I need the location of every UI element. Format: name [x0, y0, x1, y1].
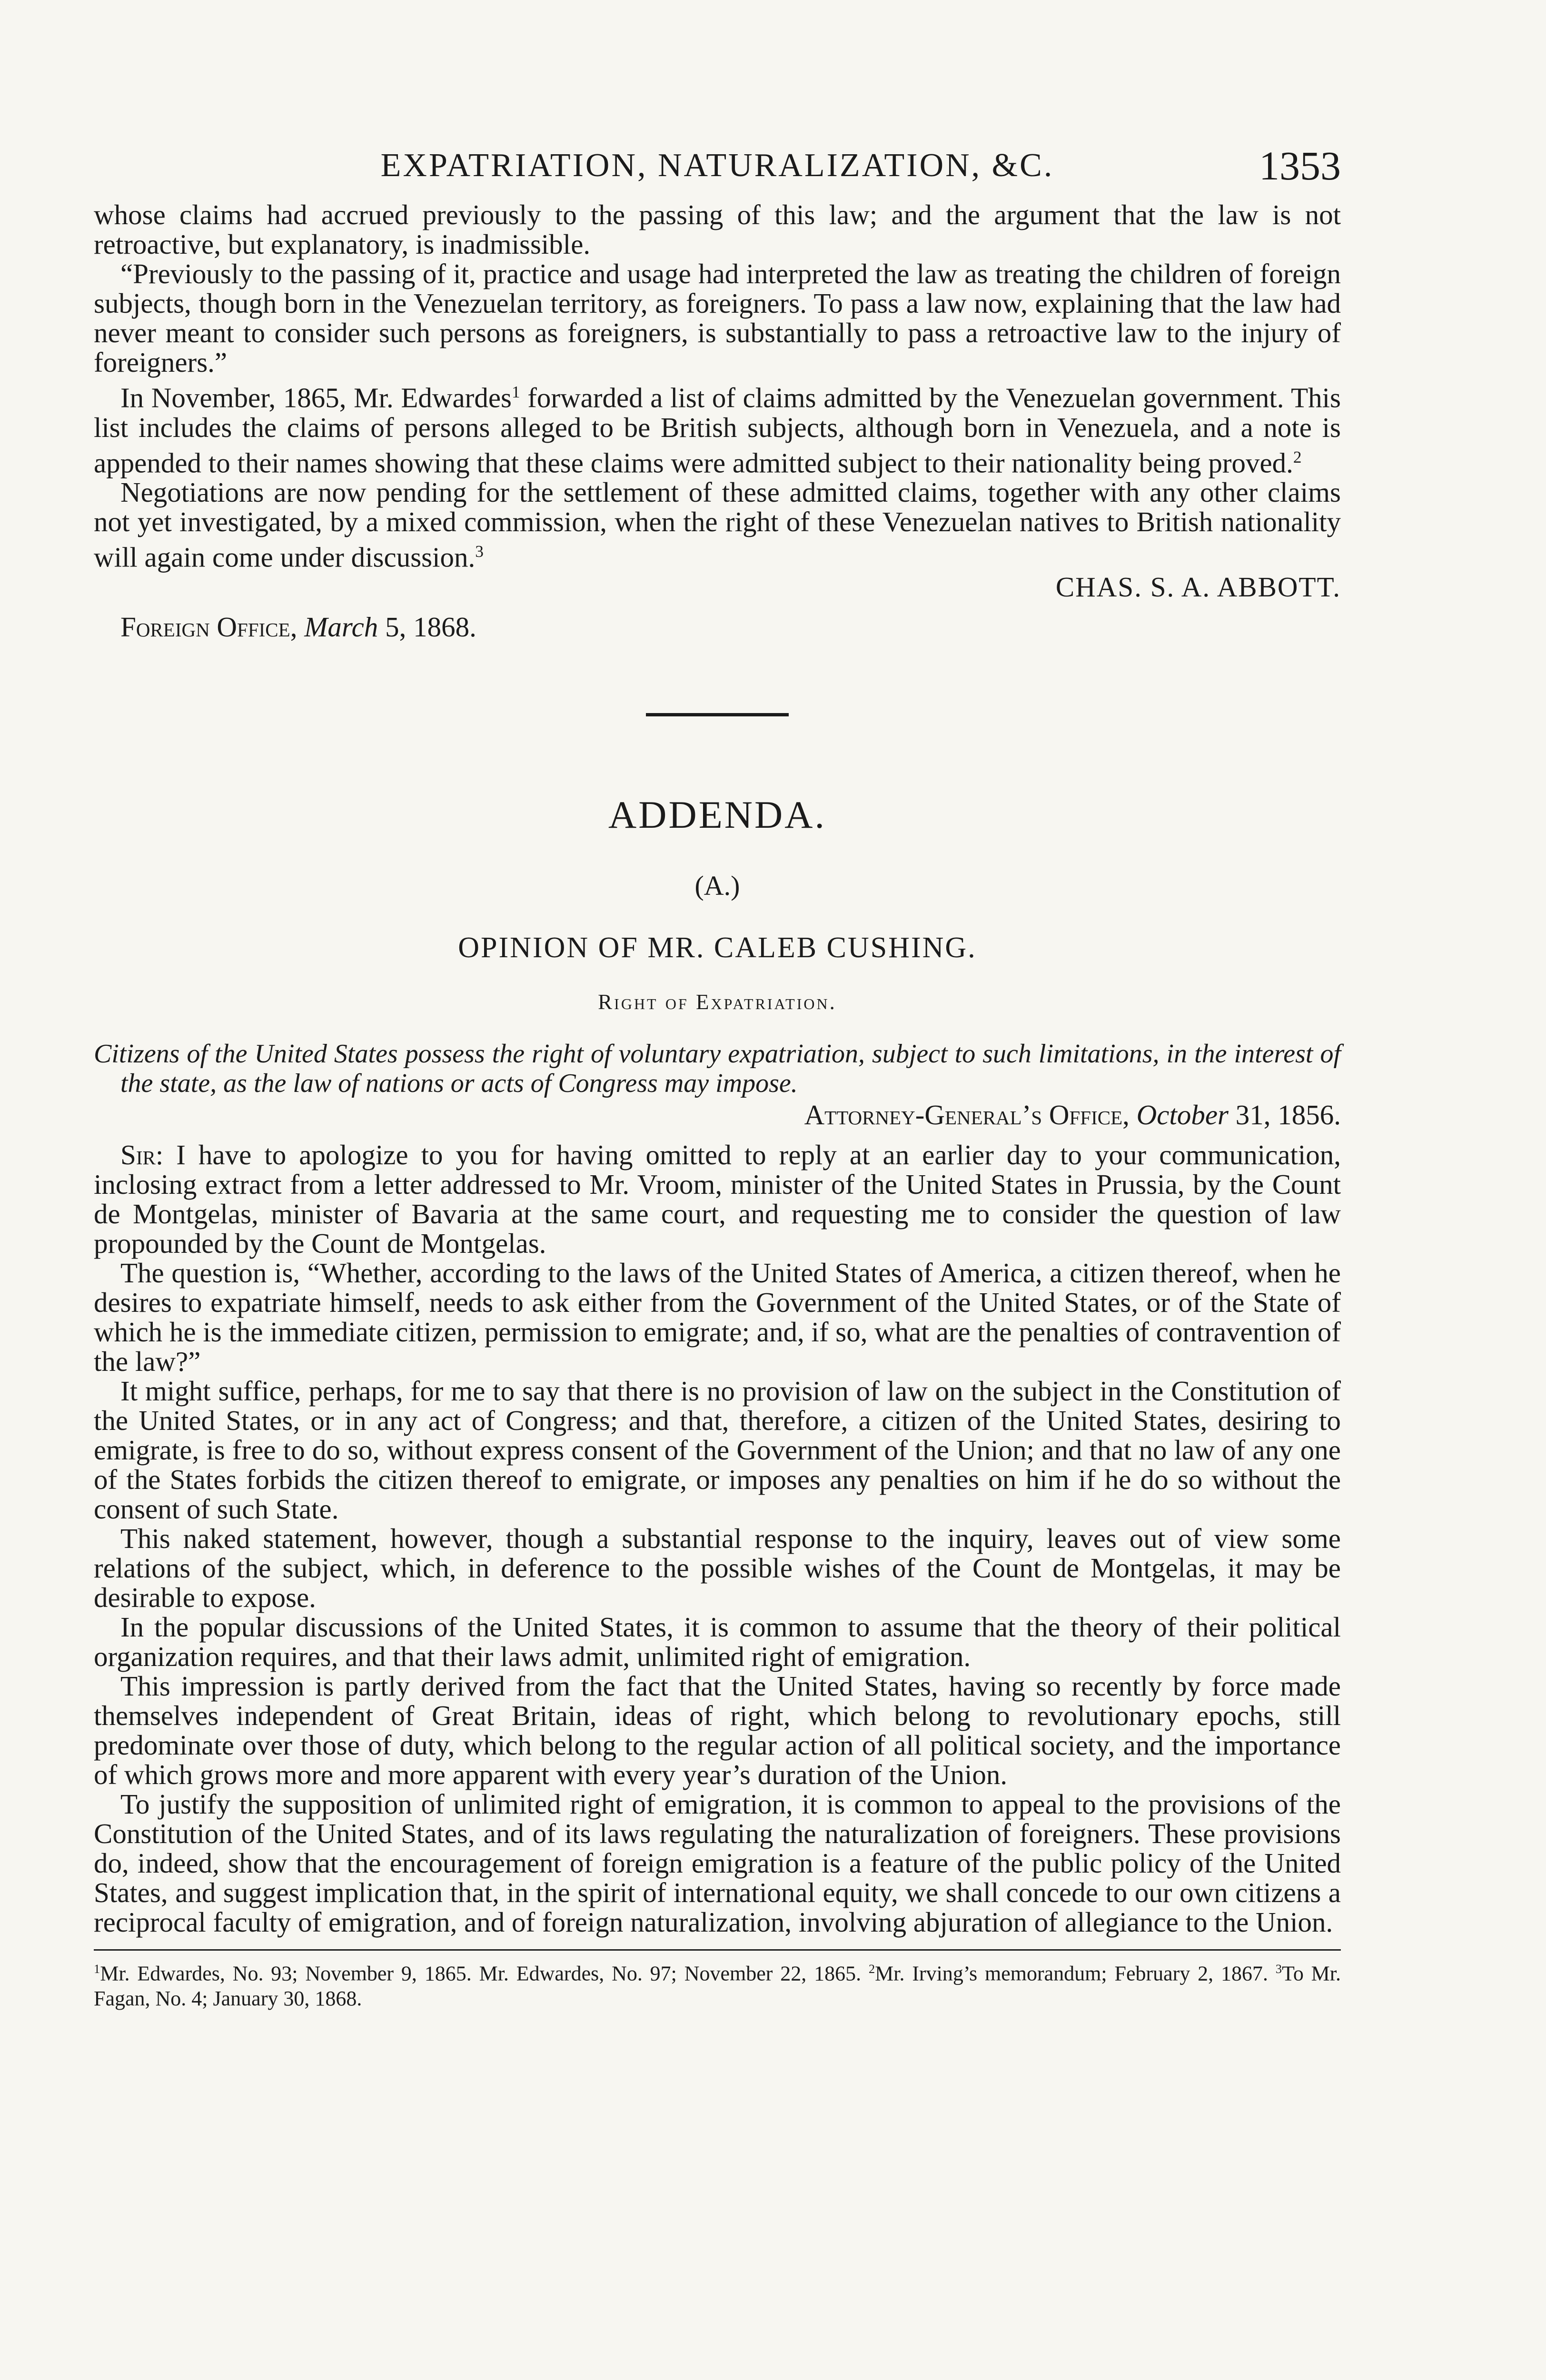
addenda-subheading: (A.): [694, 870, 740, 901]
quoted-paragraph: “Previously to the passing of it, practice and usage had interpreted the law as treating the children of foreign subjects, though born in the Venezuelan territory, as foreigners. To pass a law now, explaining that the law had never meant to consider such persons as foreigners, is substantially to pass a retroactive law to the injury of foreigners.”: [94, 258, 1341, 378]
body-paragraph-1-text: I have to apologize to you for having omitted to reply at an earlier day to your communication, inclosing extract from a letter addressed to Mr. Vroom, minister of the United States in Prussia, by the Count de Montgelas, minister of Bavaria at the same court, and requesting me to consider the question of law propounded by the Count de Montgelas.: [94, 1139, 1341, 1259]
opinion-title: OPINION OF MR. CALEB CUSHING.: [458, 931, 977, 964]
footnotes: [94, 1956, 1341, 2011]
running-head: [94, 133, 1341, 200]
dateline-month: October: [1136, 1099, 1229, 1130]
dateline: [94, 1100, 1341, 1130]
footnote-2: Mr. Irving’s memorandum; February 2, 1867.: [875, 1962, 1268, 1985]
body-paragraph-2: The question is, “Whether, according to the laws of the United States of America, a citizen thereof, when he desires to expatriate himself, needs to ask either from the Government of the United States, or of the State of which he is the immediate citizen, permission to emigrate; and, if so, what are the penalties of contravention of the law?”: [94, 1257, 1341, 1377]
body-paragraph-7: To justify the supposition of unlimited right of emigration, it is common to appeal to the provisions of the Constitution of the United States, and of its laws regulating the naturalization of foreigners. These provisions do, indeed, show that the encouragement of foreign emigration is a feature of the public policy of the United States, and suggest implication that, in the spirit of international equity, we shall concede to our own citizens a reciprocal faculty of emigration, and of foreign naturalization, involving abjuration of allegiance to the Union.: [94, 1788, 1341, 1938]
footnote-ref-2: 2: [1293, 447, 1302, 466]
body-paragraph-1: [94, 1140, 1341, 1258]
dateline-rest: 31, 1856.: [1229, 1099, 1341, 1130]
footnote-rule: [94, 1949, 1341, 1951]
office-name: Foreign Office,: [120, 611, 297, 643]
section-divider: [646, 713, 789, 716]
signature: CHAS. S. A. ABBOTT.: [1055, 571, 1341, 603]
body-paragraph-3: It might suffice, perhaps, for me to say that there is no provision of law on the subject in the Constitution of the United States, or in any act of Congress; and that, therefore, a citizen of the United States, desiring to emigrate, is free to do so, without express consent of the Government of the Union; and that no law of any one of the States forbids the citizen thereof to emigrate, or imposes any penalties on him if he do so without the consent of such State.: [94, 1375, 1341, 1525]
date-month: March: [304, 611, 378, 643]
section-title: Right of Expatriation.: [598, 990, 837, 1014]
running-title: EXPATRIATION, NATURALIZATION, &C.: [380, 147, 1054, 184]
footnote-mark-2: 2: [868, 1961, 875, 1976]
date-rest: 5, 1868.: [378, 611, 476, 643]
body-paragraph-5: In the popular discussions of the United States, it is common to assume that the theory of their political organization requires, and that their laws admit, unlimited right of emigration.: [94, 1611, 1341, 1672]
footnote-mark-3: 3: [1275, 1961, 1282, 1976]
footnote-mark-1: 1: [94, 1961, 100, 1976]
body-paragraph-4: This naked statement, however, though a substantial response to the inquiry, leaves out of view some relations of the subject, which, in deference to the possible wishes of the Count de Montgelas, it may be desirable to expose.: [94, 1522, 1341, 1613]
dateline-office: Attorney-General’s Office,: [804, 1099, 1130, 1130]
continued-paragraph: whose claims had accrued previously to the passing of this law; and the argument that the law is not retroactive, but explanatory, is inadmissible.: [94, 199, 1341, 260]
edwardes-paragraph: [94, 377, 1341, 477]
footnote-ref-1: 1: [511, 382, 520, 401]
body-paragraph-6: This impression is partly derived from the fact that the United States, having so recently by force made themselves independent of Great Britain, ideas of right, which belong to revolutionary epochs, still predominate over those of duty, which belong to the regular action of all political society, and the importance of which grows more and more apparent with every year’s duration of the Union.: [94, 1670, 1341, 1790]
edwardes-text-a: In November, 1865, Mr. Edwardes: [120, 382, 512, 414]
salutation: Sir:: [120, 1139, 164, 1170]
negotiations-text: Negotiations are now pending for the settlement of these admitted claims, together with any other claims not yet investigated, by a mixed commission, when the right of these Venezuelan natives to British nationality will again come under discussion.: [94, 476, 1341, 573]
headnote: Citizens of the United States possess the right of voluntary expatriation, subject to such limitations, in the interest of the state, as the law of nations or acts of Congress may impose.: [94, 1039, 1341, 1098]
footnote-1: Mr. Edwardes, No. 93; November 9, 1865. Mr. Edwardes, No. 97; November 22, 1865.: [100, 1962, 862, 1985]
negotiations-paragraph: [94, 477, 1341, 572]
edwardes-text-b: forwarded a list of claims admitted by the Venezuelan government. This list includes the claims of persons alleged to be British subjects, although born in Venezuela, and a note is appended to their names showing that these claims were admitted subject to their nationality being proved.: [94, 382, 1341, 479]
place-date: [94, 612, 1341, 642]
page-number: 1353: [1259, 143, 1341, 188]
document-page: [94, 133, 1341, 2011]
footnote-ref-3: 3: [475, 542, 484, 561]
addenda-title: ADDENDA.: [608, 793, 826, 836]
footnote-3: To Mr. Fagan, No. 4; January 30, 1868.: [94, 1962, 1341, 2010]
